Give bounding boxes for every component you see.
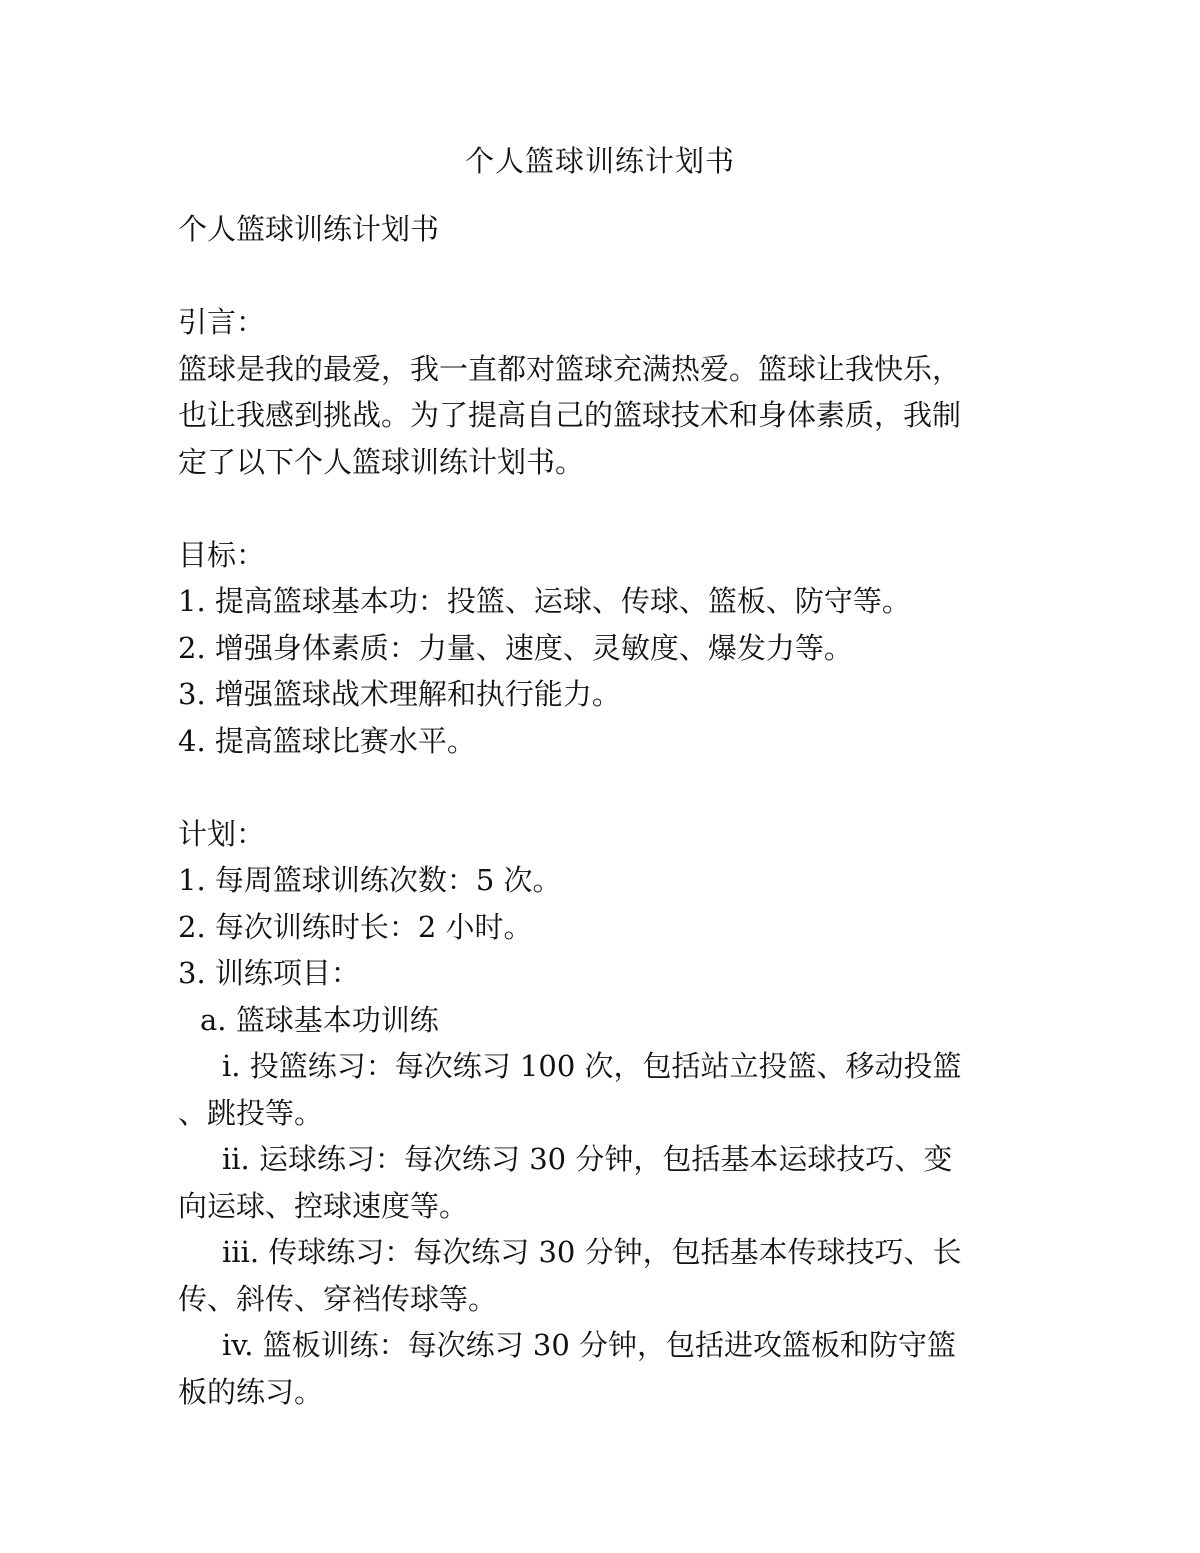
intro-line-1: 篮球是我的最爱，我一直都对篮球充满热爱。篮球让我快乐， [178, 351, 962, 386]
drill-shooting-line-2: 、跳投等。 [178, 1095, 324, 1130]
goal-item-1: 1. 提高篮球基本功：投篮、运球、传球、篮板、防守等。 [178, 584, 911, 618]
plan-sub-a: a. 篮球基本功训练 [200, 1002, 439, 1037]
intro-line-2: 也让我感到挑战。为了提高自己的篮球技术和身体素质，我制 [178, 398, 962, 432]
drill-passing-line-1: iii. 传球练习：每次练习 30 分钟，包括基本传球技巧、长 [222, 1235, 962, 1269]
document-title: 个人篮球训练计划书 [464, 144, 735, 178]
goal-item-2: 2. 增强身体素质：力量、速度、灵敏度、爆发力等。 [178, 630, 853, 665]
drill-dribbling-line-1: ii. 运球练习：每次练习 30 分钟，包括基本运球技巧、变 [222, 1142, 953, 1176]
plan-item-1: 1. 每周篮球训练次数：5 次。 [178, 863, 562, 897]
plan-item-3: 3. 训练项目： [178, 956, 360, 990]
intro-heading: 引言： [178, 305, 266, 339]
plan-item-2: 2. 每次训练时长：2 小时。 [178, 909, 533, 944]
drill-passing-line-2: 传、斜传、穿裆传球等。 [178, 1281, 498, 1316]
goal-item-3: 3. 增强篮球战术理解和执行能力。 [178, 677, 621, 711]
drill-rebounding-line-2: 板的练习。 [178, 1374, 324, 1409]
blank-line [178, 253, 1028, 300]
intro-line-3: 定了以下个人篮球训练计划书。 [178, 444, 585, 479]
drill-rebounding-line-1: iv. 篮板训练：每次练习 30 分钟，包括进攻篮板和防守篮 [222, 1328, 956, 1362]
goal-item-4: 4. 提高篮球比赛水平。 [178, 723, 476, 758]
goals-heading: 目标： [178, 537, 266, 572]
blank-line [178, 764, 1028, 811]
drill-dribbling-line-2: 向运球、控球速度等。 [178, 1188, 469, 1223]
blank-line [178, 485, 1028, 532]
document-subtitle: 个人篮球训练计划书 [178, 212, 440, 246]
document-body [178, 206, 1028, 1415]
drill-shooting-line-1: i. 投篮练习：每次练习 100 次，包括站立投篮、移动投篮 [222, 1049, 962, 1083]
plan-heading: 计划： [178, 816, 266, 851]
